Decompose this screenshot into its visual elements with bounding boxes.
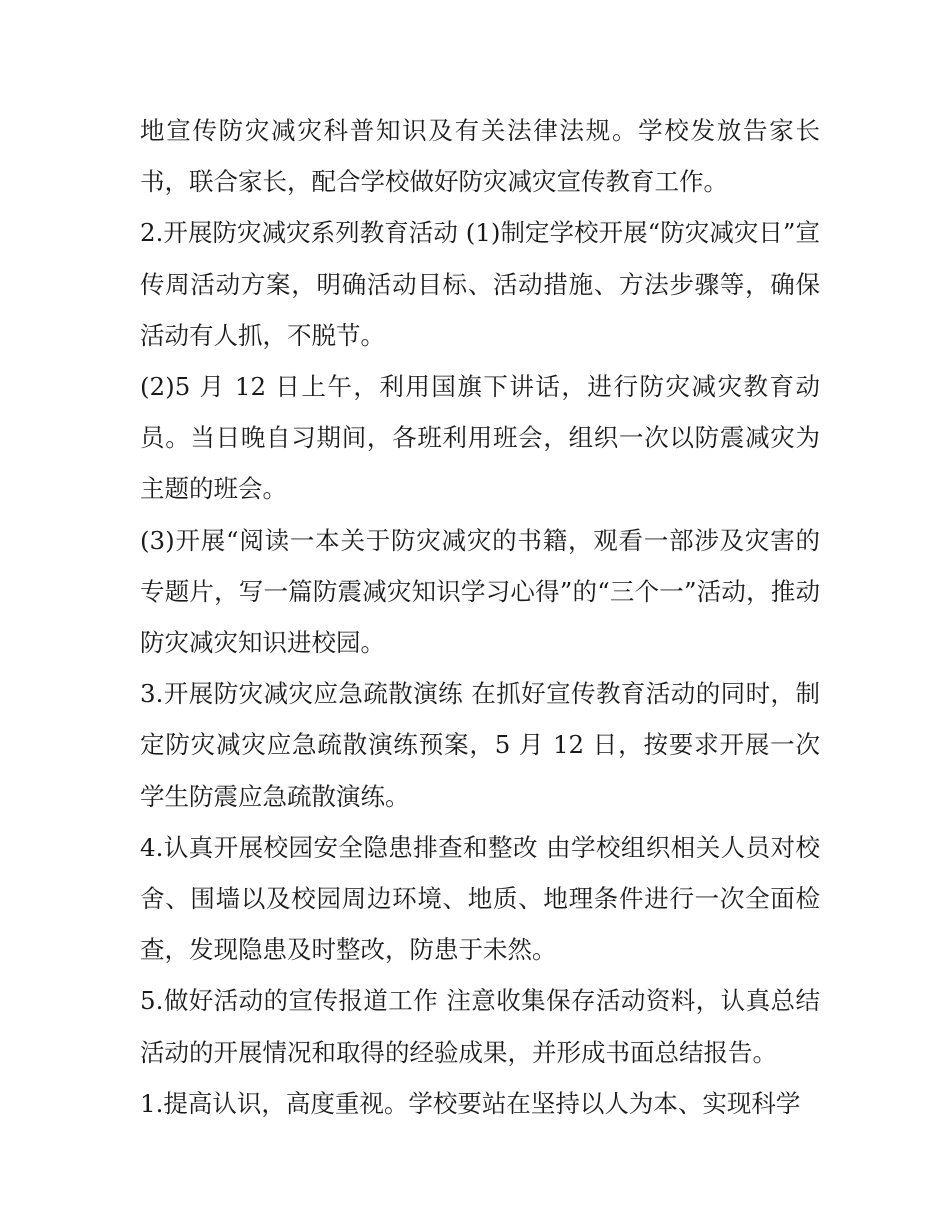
paragraph-3: (2)5 月 12 日上午，利用国旗下讲话，进行防灾减灾教育动员。当日晚自习期间，各班利用班会，组织一次以防震减灾为主题的班会。 (140, 372, 820, 504)
document-body (140, 105, 820, 1129)
paragraph-6: 4.认真开展校园安全隐患排查和整改 由学校组织相关人员对校舍、围墙以及校园周边环境、地质、地理条件进行一次全面检查，发现隐患及时整改，防患于未然。 (140, 832, 820, 965)
paragraph-5: 3.开展防灾减灾应急疏散演练 在抓好宣传教育活动的同时，制定防灾减灾应急疏散演练预案，5 月 12 日，按要求开展一次学生防震应急疏散演练。 (140, 679, 820, 811)
paragraph-2: 2.开展防灾减灾系列教育活动 (1)制定学校开展“防灾减灾日”宣传周活动方案，明确活动目标、活动措施、方法步骤等，确保活动有人抓，不脱节。 (140, 218, 820, 350)
paragraph-7: 5.做好活动的宣传报道工作 注意收集保存活动资料，认真总结活动的开展情况和取得的经验成果，并形成书面总结报告。 (140, 986, 820, 1067)
paragraph-8: 1.提高认识，高度重视。学校要站在坚持以人为本、实现科学 (140, 1088, 801, 1118)
paragraph-4: (3)开展“阅读一本关于防灾减灾的书籍，观看一部涉及灾害的专题片，写一篇防震减灾知识学习心得”的“三个一”活动，推动防灾减灾知识进校园。 (140, 525, 820, 658)
paragraph-1: 地宣传防灾减灾科普知识及有关法律法规。学校发放告家长书，联合家长，配合学校做好防灾减灾宣传教育工作。 (140, 116, 820, 197)
